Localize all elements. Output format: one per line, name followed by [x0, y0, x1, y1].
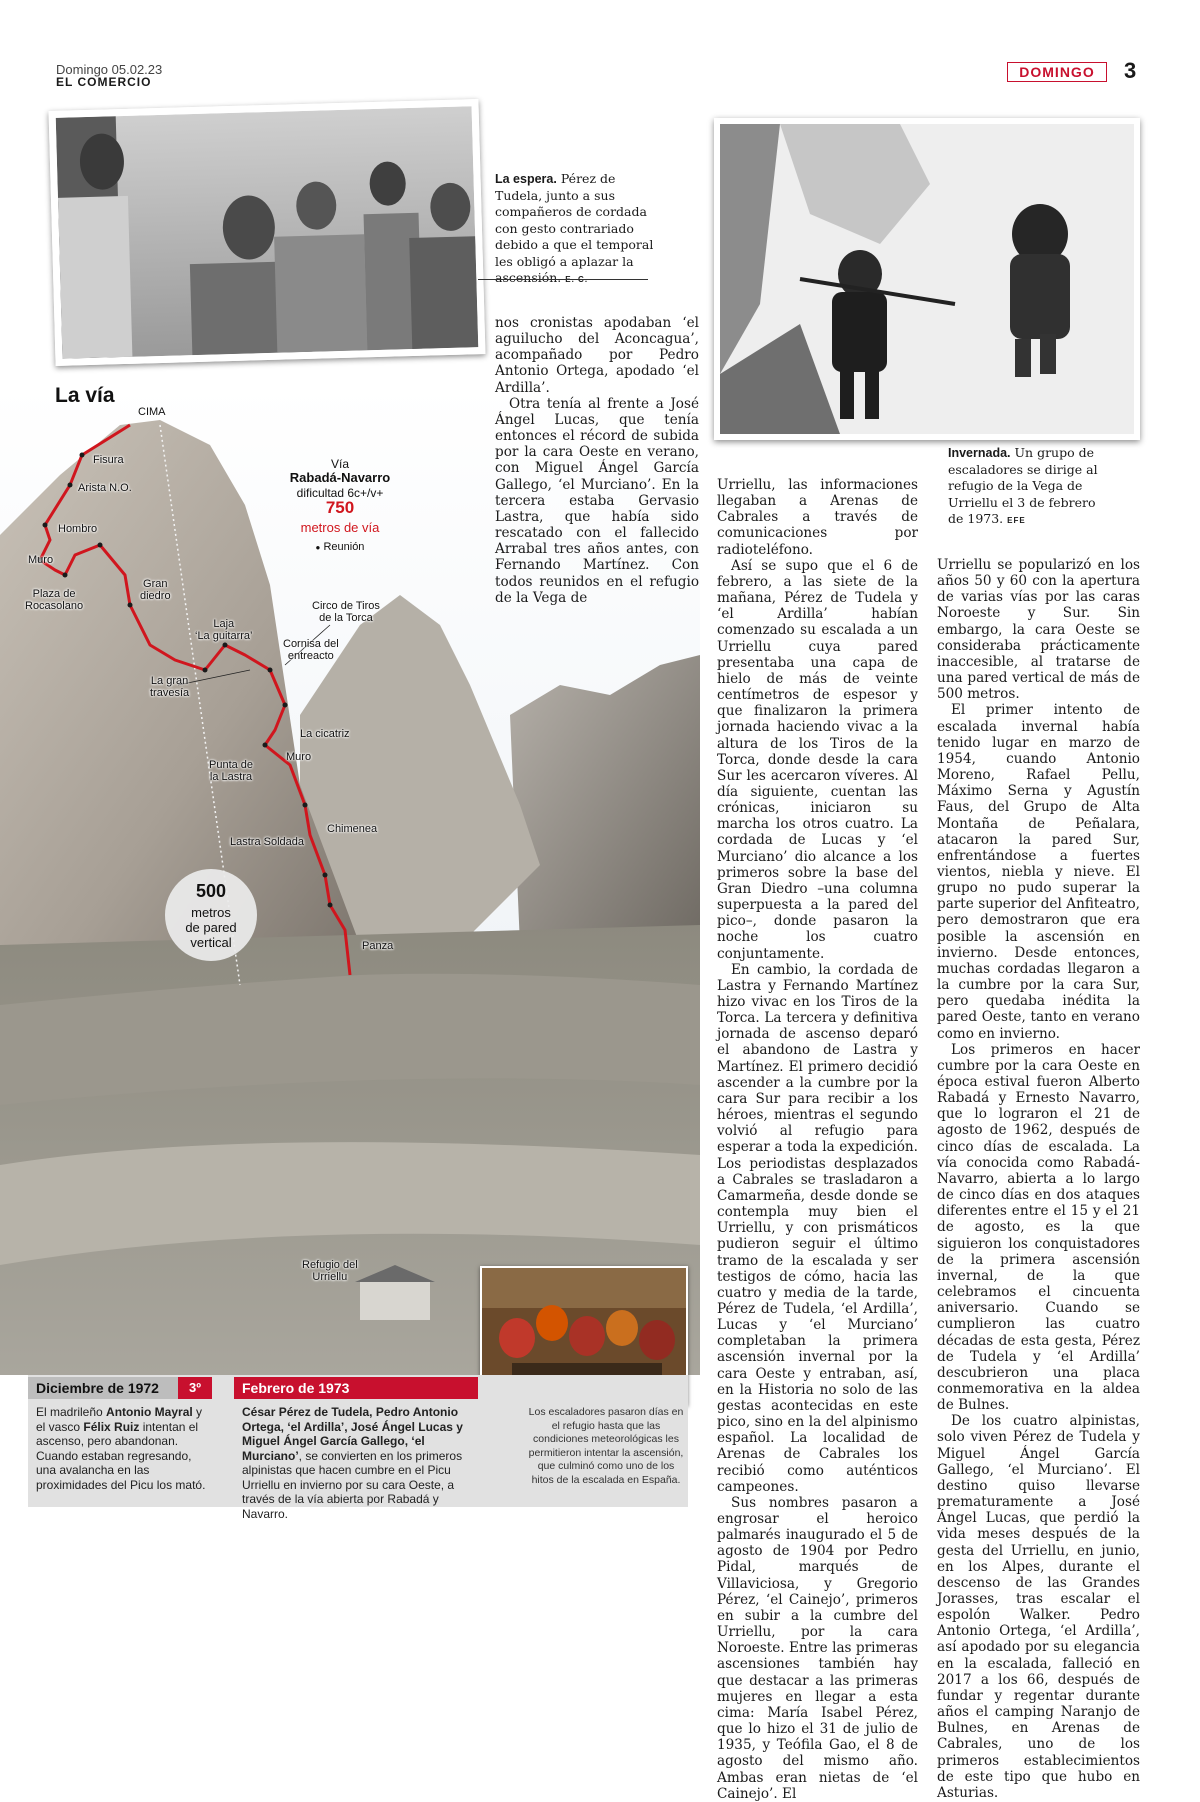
header-date: Domingo 05.02.23 [56, 62, 163, 77]
reunion-legend-text: Reunión [323, 541, 365, 553]
label-refugio-1: Refugio del [302, 1259, 358, 1271]
label-cornisa-1: Cornisa del [283, 638, 339, 650]
label-punta-2: la Lastra [209, 771, 253, 783]
label-punta-lastra [209, 759, 253, 783]
photo2-caption-title: Invernada. [948, 446, 1011, 460]
col2-paragraph: En cambio, la cordada de Lastra y Fernando Martínez hizo vivac en los Tiros de la Torca. La tercera y definitiva jornada de ascenso deparó el abandono de Lastra y Martínez. El primero decidió ascender a la cumbre por la cara Sur para recibir a los héroes, mientras el segundo volvió al refugio para esperar a toda la expedición. Los periodistas desplazados a Cabrales se trasladaron a Camarmeña, desde donde se contempla muy bien el Urriellu, y con prismáticos pudieron seguir el último tramo de la escalada y ser testigos de cómo, hacia las cuatro y media de la tarde, Pérez de Tudela, ‘el Ardilla’, Lucas y ‘el Murciano’ completaban la primera ascensión invernal por la cara Oeste y entraban, así, en la Historia no solo de las gestas acontecidas en este pico, sino en la del alpinismo español. La localidad de Arenas de Cabrales los recibió como auténticos campeones. [717, 961, 918, 1495]
wall-height-label [165, 905, 257, 950]
label-travesia-1: La gran [150, 675, 189, 687]
route-name-prefix: Vía [330, 457, 349, 471]
label-circo-1: Circo de Tiros [312, 600, 380, 612]
label-refugio-2: Urriellu [312, 1271, 348, 1283]
timeline-1-text-2: y el vasco [36, 1405, 203, 1434]
route-length-label: metros de vía [300, 520, 380, 535]
wall-height-value: 500 [195, 881, 227, 901]
label-laja [195, 618, 252, 642]
route-title: La vía [55, 385, 115, 407]
col2-paragraph: Sus nombres pasaron a engrosar el heroico palmarés inaugurado el 5 de agosto de 1904 por Pedro Pidal, marqués de Villaviciosa, y Gregorio Pérez, ‘el Cainejo’, primeros en subir a la cumbre del Urriellu, por la cara Noroeste. Entre las primeras ascensiones también hay que destacar a las primeras mujeres en llegar a esta cima: María Isabel Pérez, que lo hizo el 31 de julio de 1935, y Teófila Gao, el 8 de agosto del mismo año. Ambas eran nietas de ‘el Cainejo’. El [717, 1494, 918, 1802]
timeline-badge: 3º [178, 1377, 212, 1399]
col3-paragraph: De los cuatro alpinistas, solo viven Pérez de Tudela y Miguel Ángel García Gallego, ‘el Murciano’. El destino quiso llevarse prematuramente a José Ángel Lucas, que perdió la vida meses después de la gesta del Urriellu, en junio, en los Alpes, durante el descenso de las Grandes Jorasses, tras escalar el espolón Walker. Pedro Antonio Ortega, ‘el Ardilla’, así apodado por su elegancia en la escalada, falleció en 2017 a los 66, después de fundar y regentar durante años el camping Naranjo de Bulnes, en Arenas de Cabrales, uno de los primeros establecimientos de este tipo que hubo en Asturias. [937, 1413, 1140, 1801]
wall-label-2: de pared [185, 920, 237, 935]
label-plaza-2: Rocasolano [25, 600, 84, 612]
col1-paragraph: nos cronistas apodaban ‘el aguilucho del Aconcagua’, acompañado por Pedro Antonio Ortega, apodado ‘el Ardilla’. [495, 315, 699, 396]
label-panza: Panza [362, 940, 394, 952]
route-name: Rabadá-Navarro [289, 470, 391, 485]
col3-paragraph: El primer intento de escalada invernal había tenido lugar en marzo de 1954, cuando Antonio Moreno, Rafael Pellu, Máximo Serna y Agustín Faus, del Grupo de Alta Montaña de Peñalara, atacaron la pared Sur, enfrentándose a fuertes vientos, niebla y nieve. El grupo no pudo superar la parte superior del Anfiteatro, pero demostraron que era posible la ascensión en invierno. Desde entonces, muchas cordadas llegaron a la cumbre por la cara Sur, pero quedaba inédita la pared Oeste, tanto en verano como en invierno. [937, 702, 1140, 1042]
label-cornisa [283, 638, 339, 662]
timeline-1-name-1: Antonio Mayral [106, 1405, 193, 1419]
route-length: 750 [325, 498, 355, 517]
col2-paragraph: Urriellu, las informaciones llegaban a Arenas de Cabrales a través de comunicaciones por radioteléfono. [717, 477, 918, 558]
timeline-date-2: Febrero de 1973 [234, 1377, 478, 1399]
label-circo-2: de la Torca [319, 612, 373, 624]
label-fisura: Fisura [93, 454, 124, 466]
timeline-text-2 [242, 1405, 476, 1521]
label-gran-diedro-2: diedro [140, 590, 171, 602]
col1-paragraph: Otra tenía al frente a José Ángel Lucas, que tenía entonces el récord de subida por la cara Oeste en verano, con Miguel Ángel García Gallego, ‘el Murciano’. En la tercera estaba Gervasio Lastra, que había sido rescatado con el fallecido Arrabal tres años antes, con Fernando Martínez. Con todos reunidos en el refugio de la Vega de [495, 395, 699, 606]
label-gran-diedro-1: Gran [143, 578, 168, 590]
timeline-1-text-3: intentan el ascenso, pero abandonan. Cuando estaban regresando, una avalancha en las proximidades del Picu los mató. [36, 1419, 206, 1492]
photo1-caption [495, 171, 655, 287]
timeline-1-text-1: El madrileño [36, 1405, 107, 1419]
snow-climbers-photo [714, 118, 1140, 440]
snow-photo-art [720, 124, 1134, 434]
label-laja-1: Laja [213, 618, 235, 630]
photo2-caption [948, 445, 1098, 528]
label-punta-1: Punta de [209, 759, 254, 771]
label-plaza [25, 588, 83, 612]
summit-label: CIMA [138, 406, 166, 418]
photo1-credit: E. C. [565, 275, 589, 284]
label-circo [312, 600, 380, 624]
timeline-1-name-2: Félix Ruiz [83, 1419, 140, 1434]
article-column-1 [495, 315, 699, 606]
climbers-photo-art [56, 106, 479, 359]
photo2-caption-text: Un grupo de escaladores se dirige al refugio de la Vega de Urriellu el 3 de febrero de 1973. [948, 445, 1098, 526]
label-cornisa-2: entreacto [287, 650, 334, 662]
timeline-date-1: Diciembre de 1972 [28, 1377, 178, 1399]
photo1-caption-title: La espera. [495, 172, 557, 186]
timeline-2-text: , se convierten en los primeros alpinistas que hacen cumbre en el Picu Urriellu en invierno por su cara Oeste, a través de la vía abierta por Rabadá y Navarro. [242, 1448, 463, 1521]
col2-paragraph: Así se supo que el 6 de febrero, a las siete de la mañana, Pérez de Tudela y ‘el Ardilla’ habían comenzado su escalada a un Urriellu cuya pared presentaba una capa de hielo de más de veinte centímetros de espesor y que finalizaron la primera jornada haciendo vivac a la altura de los Tiros de la Torca, donde desde la cara Sur les acercaron víveres. Al día siguiente, cuentan las crónicas, iniciaron su marcha los otros cuatro. La cordada de Lucas y ‘el Murciano’ dio alcance a los primeros sobre la base del Gran Diedro –una columna superpuesta a la pared del pico–, donde pasaron la noche los cuatro conjuntamente. [717, 557, 918, 962]
refuge-photo-caption: Los escaladores pasaron días en el refugio hasta que las condiciones meteorológicas les permitieron intentar la ascensión, que culminó como uno de los hitos de la escalada en España. [528, 1406, 684, 1486]
caption-rule [478, 279, 648, 280]
article-column-3 [937, 557, 1140, 1801]
photo1-caption-text: Pérez de Tudela, junto a sus compañeros de cordada con gesto contrariado debido a que el temporal les obligó a aplazar la ascensión. [495, 171, 654, 285]
label-travesia-2: travesía [150, 687, 190, 699]
label-muro-2: Muro [286, 751, 312, 763]
label-gran-diedro [140, 578, 171, 602]
label-lastra-soldada: Lastra Soldada [230, 836, 304, 848]
climbers-photo [49, 99, 486, 366]
photo2-credit: EFE [1007, 516, 1026, 525]
newspaper-name: EL COMERCIO [56, 75, 152, 89]
label-plaza-1: Plaza de [32, 588, 76, 600]
page-number: 3 [1124, 58, 1137, 83]
label-chimenea: Chimenea [327, 823, 378, 835]
timeline-2-names: César Pérez de Tudela, Pedro Antonio Ortega, ‘el Ardilla’, José Ángel Lucas y Miguel Ángel García Gallego, ‘el Murciano’ [242, 1405, 463, 1463]
col3-paragraph: Urriellu se popularizó en los años 50 y 60 con la apertura de varias vías por las caras Noroeste y Sur. Sin embargo, la cara Oeste se consideraba prácticamente inaccesible, al tratarse de una pared vertical de más de 500 metros. [937, 557, 1140, 703]
label-hombro: Hombro [58, 523, 98, 535]
label-refugio [302, 1259, 358, 1283]
label-travesia [150, 675, 189, 699]
article-column-2 [717, 477, 918, 1802]
route-difficulty: dificultad 6c+/v+ [296, 486, 384, 500]
label-arista: Arista N.O. [78, 482, 132, 494]
reunion-legend: ● Reunión [315, 541, 365, 553]
label-muro: Muro [28, 554, 54, 566]
col3-paragraph: Los primeros en hacer cumbre por la cara Oeste en época estival fueron Alberto Rabadá y Ernesto Navarro, que lo lograron el 21 de agosto de 1962, después de cinco días de escalada. La vía conocida como Rabadá-Navarro, abierta a lo largo de cinco días en dos ataques diferentes entre el 15 y el 21 de agosto, es la que siguieron los conquistadores de la primera ascensión invernal, de la que celebramos el cincuenta aniversario. Cuando se cumplieron las cuatro décadas de esta gesta, Pérez de Tudela y ‘el Ardilla’ descubrieron una placa conmemorativa en la aldea de Bulnes. [937, 1041, 1140, 1414]
label-cicatriz: La cicatriz [300, 728, 350, 740]
wall-label-1: metros [191, 905, 231, 920]
section-tag: DOMINGO [1007, 62, 1107, 82]
label-laja-2: ‘La guitarra’ [195, 630, 253, 642]
timeline-text-1 [36, 1405, 212, 1492]
wall-label-3: vertical [190, 935, 232, 950]
